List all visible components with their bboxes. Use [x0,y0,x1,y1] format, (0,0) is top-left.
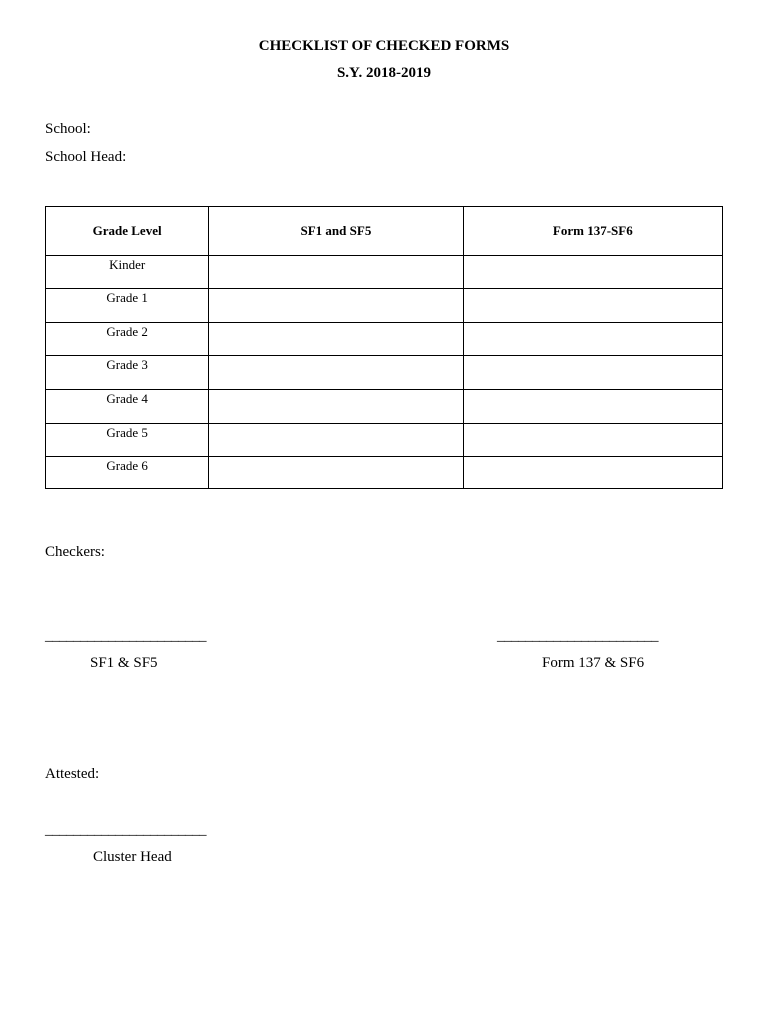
table-row [46,356,723,390]
grade-level-cell: Grade 3 [46,356,209,390]
sf1-sf5-cell[interactable] [209,424,463,457]
school-year: S.Y. 2018-2019 [336,65,432,81]
table-row [46,323,723,356]
cluster-head-caption: Cluster Head [93,849,172,865]
sf1-sf5-cell[interactable] [209,356,463,390]
column-header-grade-level: Grade Level [46,207,209,256]
form137-sf6-cell[interactable] [463,356,722,390]
table-row [46,256,723,289]
grade-level-cell: Grade 1 [46,289,209,323]
checker-form137-sf6-signature-line: _______________________ [497,628,658,644]
form137-sf6-cell[interactable] [463,457,722,489]
sf1-sf5-cell[interactable] [209,457,463,489]
grade-level-cell: Grade 2 [46,323,209,356]
table-row [46,390,723,424]
school-label: School: [45,121,91,137]
checkers-label: Checkers: [45,544,105,560]
column-header-sf1-sf5: SF1 and SF5 [209,207,463,256]
grade-level-cell: Grade 5 [46,424,209,457]
form137-sf6-cell[interactable] [463,256,722,289]
form137-sf6-cell[interactable] [463,424,722,457]
school-head-label: School Head: [45,149,127,165]
sf1-sf5-cell[interactable] [209,256,463,289]
form137-sf6-cell[interactable] [463,390,722,424]
attested-label: Attested: [45,766,100,782]
cluster-head-signature-line: _______________________ [45,822,206,838]
checker-sf1-sf5-caption: SF1 & SF5 [90,655,158,671]
grade-level-cell: Kinder [46,256,209,289]
checker-sf1-sf5-signature-line: _______________________ [45,628,206,644]
sf1-sf5-cell[interactable] [209,390,463,424]
form137-sf6-cell[interactable] [463,289,722,323]
table-row [46,289,723,323]
checker-form137-sf6-caption: Form 137 & SF6 [542,655,645,671]
table-row [46,424,723,457]
form137-sf6-cell[interactable] [463,323,722,356]
checklist-table [45,206,723,489]
table-header-row [46,207,723,256]
sf1-sf5-cell[interactable] [209,289,463,323]
grade-level-cell: Grade 4 [46,390,209,424]
grade-level-cell: Grade 6 [46,457,209,489]
table-row [46,457,723,489]
sf1-sf5-cell[interactable] [209,323,463,356]
column-header-form137-sf6: Form 137-SF6 [463,207,722,256]
document-title: CHECKLIST OF CHECKED FORMS [258,38,510,54]
